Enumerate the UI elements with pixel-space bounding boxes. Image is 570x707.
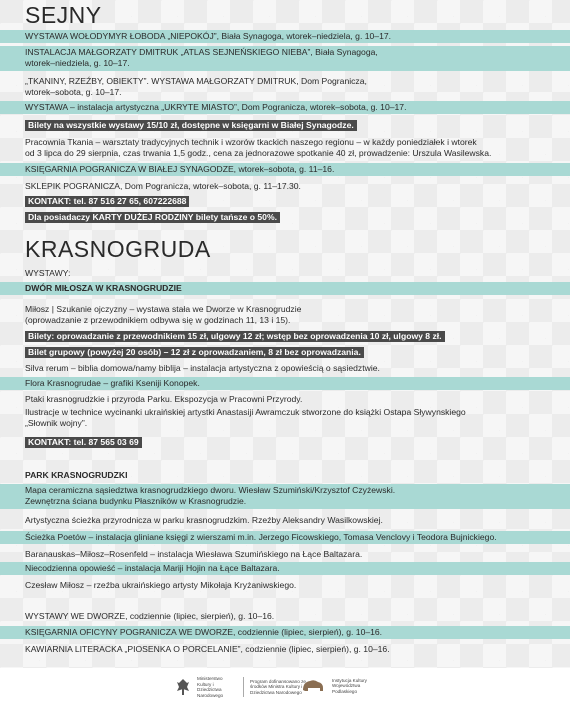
list-item: KAWIARNIA LITERACKA „PIOSENKA O PORCELANIE”, codziennie (lipiec, sierpień), g. 10–16. <box>25 644 390 654</box>
list-item-cont: (oprowadzanie z przewodnikiem odbywa się w godzinach 11, 13 i 15). <box>25 315 291 325</box>
list-item-cont: od 3 lipca do 29 sierpnia, czas trwania 1,5 godz., cena za jednorazowe spotkanie 40 zł, prowadzenie: Urszula Wasilewska. <box>25 148 492 158</box>
list-item: Czesław Miłosz – rzeźba ukraińskiego artysty Mikołaja Kryżaniwskiego. <box>25 580 297 590</box>
institution-logo <box>300 676 376 696</box>
list-item: „TKANINY, RZEŹBY, OBIEKTY”. WYSTAWA MAŁGORZATY DMITRUK, Dom Pogranicza, <box>25 76 367 86</box>
list-item: Artystyczna ścieżka przyrodnicza w parku krasnogrudzkim. Rzeźby Aleksandry Wasilkowskiej. <box>25 515 383 525</box>
ministry-logo-text: Ministerstwo Kultury i Dziedzictwa Narodowego <box>197 676 224 698</box>
list-item: KSIĘGARNIA OFICYNY POGRANICZA WE DWORZE, codziennie (lipiec, sierpień), g. 10–16. <box>25 627 383 637</box>
ministry-logo <box>175 676 308 698</box>
list-item-cont: wtorek–niedziela, g. 10–17. <box>25 58 130 68</box>
list-item: Baranauskas–Miłosz–Rosenfeld – instalacja Wiesława Szumińskiego na Łące Baltazara. <box>25 549 363 559</box>
discount-badge: Dla posiadaczy KARTY DUŻEJ RODZINY bilety tańsze o 50%. <box>25 212 280 223</box>
list-item: Niecodzienna opowieść – instalacja Mariji Hojin na Łące Baltazara. <box>25 563 280 573</box>
list-item: WYSTAWA – instalacja artystyczna „UKRYTE MIASTO”, Dom Pogranicza, wtorek–sobota, g. 10–17. <box>25 102 407 112</box>
subheading: DWÓR MIŁOSZA W KRASNOGRUDZIE <box>25 283 182 293</box>
divider <box>243 677 244 697</box>
list-item: Flora Krasnogrudae – grafiki Kseniji Konopek. <box>25 378 200 388</box>
eagle-icon <box>175 677 191 697</box>
list-item: INSTALACJA MAŁGORZATY DMITRUK „ATLAS SEJNEŃSKIEGO NIEBA”, Biała Synagoga, <box>25 47 378 57</box>
bison-icon <box>300 676 326 696</box>
section-title-krasnogruda: KRASNOGRUDA <box>25 236 211 262</box>
subheading: PARK KRASNOGRUDZKI <box>25 470 128 480</box>
section-title-sejny: SEJNY <box>25 2 102 28</box>
contact-badge: KONTAKT: tel. 87 516 27 65, 607222688 <box>25 196 189 207</box>
list-item-cont: Zewnętrzna ściana budynku Płaszników w Krasnogrudzie. <box>25 496 247 506</box>
group-ticket-badge: Bilet grupowy (powyżej 20 osób) – 12 zł z oprowadzaniem, 8 zł bez oprowadzania. <box>25 347 364 358</box>
list-item: WYSTAWY WE DWORZE, codziennie (lipiec, sierpień), g. 10–16. <box>25 611 275 621</box>
list-item: Mapa ceramiczna sąsiedztwa krasnogrudzkiego dworu. Wiesław Szumiński/Krzysztof Czyżewski. <box>25 485 396 495</box>
ticket-info-badge: Bilety: oprowadzanie z przewodnikiem 15 zł, ulgowy 12 zł; wstęp bez oprowadzenia 10 zł, ulgowy 8 zł. <box>25 331 445 342</box>
list-item: Silva rerum – biblia domowa/namy biblija – instalacja artystyczna z opowieścią o sąsiedztwie. <box>25 363 380 373</box>
list-item: Miłosz | Szukanie ojczyzny – wystawa stała we Dworze w Krasnogrudzie <box>25 304 302 314</box>
list-item: SKLEPIK POGRANICZA, Dom Pogranicza, wtorek–sobota, g. 11–17.30. <box>25 181 301 191</box>
list-item: WYSTAWA WOŁODYMYR ŁOBODA „NIEPOKÓJ”, Biała Synagoga, wtorek–niedziela, g. 10–17. <box>25 31 392 41</box>
contact-badge: KONTAKT: tel. 87 565 03 69 <box>25 437 142 448</box>
ticket-info-badge: Bilety na wszystkie wystawy 15/10 zł, dostępne w księgarni w Białej Synagodze. <box>25 120 357 131</box>
list-item-cont: „Słownik wojny”. <box>25 418 88 428</box>
footer <box>0 668 570 707</box>
list-item-cont: wtorek–sobota, g. 10–17. <box>25 87 122 97</box>
funding-note: Program dofinansowano ze środków Ministra Kultury i Dziedzictwa Narodowego <box>250 678 306 695</box>
list-item: Ścieżka Poetów – instalacja gliniane księgi z wierszami m.in. Jerzego Ficowskiego, Tomasa Venclovy i Teodora Bujnickiego. <box>25 532 497 542</box>
list-item: Ptaki krasnogrudzkie i przyroda Parku. Ekspozycja w Pracowni Przyrody. <box>25 394 303 404</box>
institution-text: Instytucja Kultury Województwa Podlaskiego <box>332 677 367 694</box>
list-item: KSIĘGARNIA POGRANICZA W BIAŁEJ SYNAGODZE, wtorek–sobota, g. 11–16. <box>25 164 335 174</box>
list-item: Ilustracje w technice wycinanki ukraińskiej artystki Anastasiji Awramczuk stworzone do książki Ostapa Sływynskiego <box>25 407 466 417</box>
subheading: WYSTAWY: <box>25 268 71 278</box>
list-item: Pracownia Tkania – warsztaty tradycyjnych technik i wzorów tkackich naszego regionu – w każdy poniedziałek i wtorek <box>25 137 477 147</box>
